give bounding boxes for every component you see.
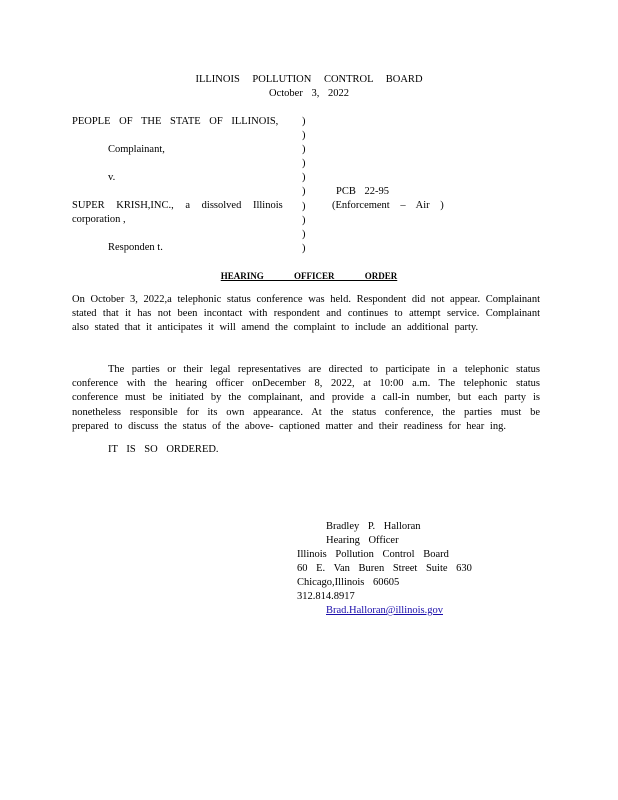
complainant-label: Complainant, (108, 144, 165, 155)
paragraph-status-conference: On October 3, 2022,a telephonic status conference was held. Respondent did not appear. Complainant stated that it has not been incontact with respondent and continues to attempt service. Complainant also stated that it anticipates it will amend the complaint to include an additional party. (72, 294, 540, 334)
order-heading: HEARING OFFICER ORDER (220, 271, 398, 281)
case-type: (Enforcement – Air ) (332, 200, 444, 211)
defendant-line-1: SUPER KRISH,INC., a dissolved Illinois (72, 200, 283, 211)
plaintiff-name: PEOPLE OF THE STATE OF ILLINOIS, (72, 116, 279, 127)
signer-city: Chicago,Illinois 60605 (297, 577, 400, 588)
signer-name: Bradley P. Halloran (326, 521, 421, 532)
so-ordered: IT IS SO ORDERED. (108, 444, 219, 455)
paren: ) (302, 130, 306, 142)
paren: ) (302, 228, 306, 240)
agency-title: ILLINOIS POLLUTION CONTROL BOARD (195, 74, 423, 85)
paren: ) (302, 186, 306, 198)
caption-parentheses (302, 115, 306, 256)
signer-title: Hearing Officer (326, 535, 399, 546)
defendant-line-2: corporation , (72, 214, 126, 225)
case-number: PCB 22-95 (336, 186, 389, 197)
signer-org: Illinois Pollution Control Board (297, 549, 449, 560)
paren: ) (302, 116, 306, 127)
paren: ) (302, 144, 306, 156)
respondent-label: Responden t. (108, 242, 163, 253)
signer-address: 60 E. Van Buren Street Suite 630 (297, 563, 472, 574)
signer-email-link[interactable]: Brad.Halloran@illinois.gov (326, 605, 443, 616)
paren: ) (302, 172, 306, 184)
paren: ) (302, 214, 306, 226)
paren: ) (302, 200, 306, 212)
paren: ) (302, 242, 306, 254)
order-date: October 3, 2022 (269, 88, 349, 99)
paren: ) (302, 158, 306, 170)
paragraph-directive: The parties or their legal representatives are directed to participate in a telephonic status conference with the hearing officer onDecember 8, 2022, at 10:00 a.m. The telephonic status conference must be initiated by the complainant, and provide a call-in number, but each party is nonetheless responsible for its own appearance. At the status conference, the parties must be prepared to discuss the status of the above- captioned matter and their readiness for hear ing. (72, 364, 540, 432)
signer-phone: 312.814.8917 (297, 591, 355, 602)
versus-label: v. (108, 172, 116, 183)
